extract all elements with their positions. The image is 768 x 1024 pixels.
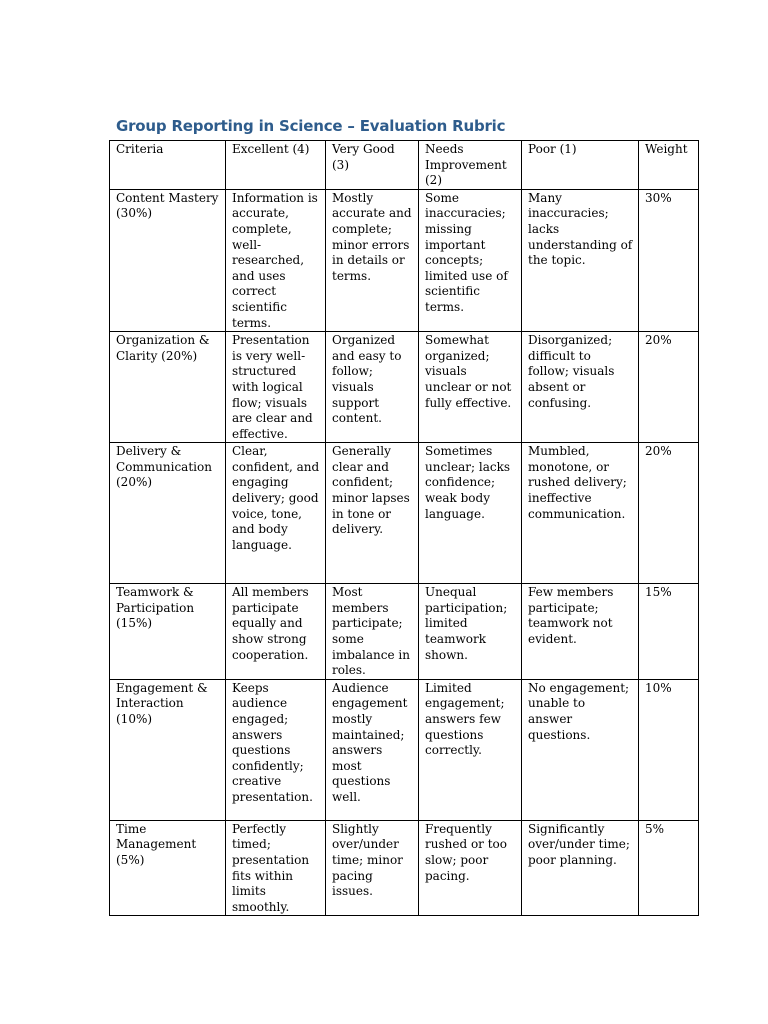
weight-cell: 10% bbox=[639, 679, 699, 820]
weight-cell: 30% bbox=[639, 189, 699, 331]
poor-cell: Few members participate; teamwork not evident. bbox=[522, 584, 639, 680]
very-good-cell: Organized and easy to follow; visuals support content. bbox=[326, 332, 419, 443]
needs-improvement-cell: Frequently rushed or too slow; poor pacing. bbox=[419, 820, 522, 916]
excellent-cell: Clear, confident, and engaging delivery; good voice, tone, and body language. bbox=[226, 443, 326, 584]
page-title: Group Reporting in Science – Evaluation Rubric bbox=[116, 117, 506, 135]
needs-improvement-cell: Somewhat organized; visuals unclear or not fully effective. bbox=[419, 332, 522, 443]
poor-cell: Significantly over/under time; poor planning. bbox=[522, 820, 639, 916]
very-good-cell: Audience engagement mostly maintained; answers most questions well. bbox=[326, 679, 419, 820]
very-good-cell: Generally clear and confident; minor lapses in tone or delivery. bbox=[326, 443, 419, 584]
needs-improvement-cell: Limited engagement; answers few questions correctly. bbox=[419, 679, 522, 820]
table-row bbox=[110, 443, 699, 584]
header-poor: Poor (1) bbox=[522, 141, 639, 190]
table-row bbox=[110, 679, 699, 820]
table-header-row bbox=[110, 141, 699, 190]
weight-cell: 20% bbox=[639, 332, 699, 443]
header-weight: Weight bbox=[639, 141, 699, 190]
excellent-cell: Presentation is very well-structured with logical flow; visuals are clear and effective. bbox=[226, 332, 326, 443]
table-row bbox=[110, 584, 699, 680]
weight-cell: 5% bbox=[639, 820, 699, 916]
poor-cell: Mumbled, monotone, or rushed delivery; ineffective communication. bbox=[522, 443, 639, 584]
header-criteria: Criteria bbox=[110, 141, 226, 190]
excellent-cell: Perfectly timed; presentation fits within limits smoothly. bbox=[226, 820, 326, 916]
header-very-good: Very Good (3) bbox=[326, 141, 419, 190]
table-row bbox=[110, 189, 699, 331]
poor-cell: No engagement; unable to answer questions. bbox=[522, 679, 639, 820]
excellent-cell: Information is accurate, complete, well-researched, and uses correct scientific terms. bbox=[226, 189, 326, 331]
weight-cell: 20% bbox=[639, 443, 699, 584]
criteria-cell: Organization & Clarity (20%) bbox=[110, 332, 226, 443]
needs-improvement-cell: Unequal participation; limited teamwork shown. bbox=[419, 584, 522, 680]
header-needs-improvement: Needs Improvement (2) bbox=[419, 141, 522, 190]
poor-cell: Many inaccuracies; lacks understanding of the topic. bbox=[522, 189, 639, 331]
very-good-cell: Most members participate; some imbalance in roles. bbox=[326, 584, 419, 680]
weight-cell: 15% bbox=[639, 584, 699, 680]
header-excellent: Excellent (4) bbox=[226, 141, 326, 190]
criteria-cell: Content Mastery (30%) bbox=[110, 189, 226, 331]
table-row bbox=[110, 332, 699, 443]
very-good-cell: Mostly accurate and complete; minor errors in details or terms. bbox=[326, 189, 419, 331]
criteria-cell: Time Management (5%) bbox=[110, 820, 226, 916]
criteria-cell: Engagement & Interaction (10%) bbox=[110, 679, 226, 820]
poor-cell: Disorganized; difficult to follow; visuals absent or confusing. bbox=[522, 332, 639, 443]
rubric-table bbox=[109, 140, 699, 916]
criteria-cell: Delivery & Communication (20%) bbox=[110, 443, 226, 584]
excellent-cell: Keeps audience engaged; answers questions confidently; creative presentation. bbox=[226, 679, 326, 820]
excellent-cell: All members participate equally and show strong cooperation. bbox=[226, 584, 326, 680]
criteria-cell: Teamwork & Participation (15%) bbox=[110, 584, 226, 680]
very-good-cell: Slightly over/under time; minor pacing issues. bbox=[326, 820, 419, 916]
needs-improvement-cell: Sometimes unclear; lacks confidence; weak body language. bbox=[419, 443, 522, 584]
needs-improvement-cell: Some inaccuracies; missing important concepts; limited use of scientific terms. bbox=[419, 189, 522, 331]
table-row bbox=[110, 820, 699, 916]
